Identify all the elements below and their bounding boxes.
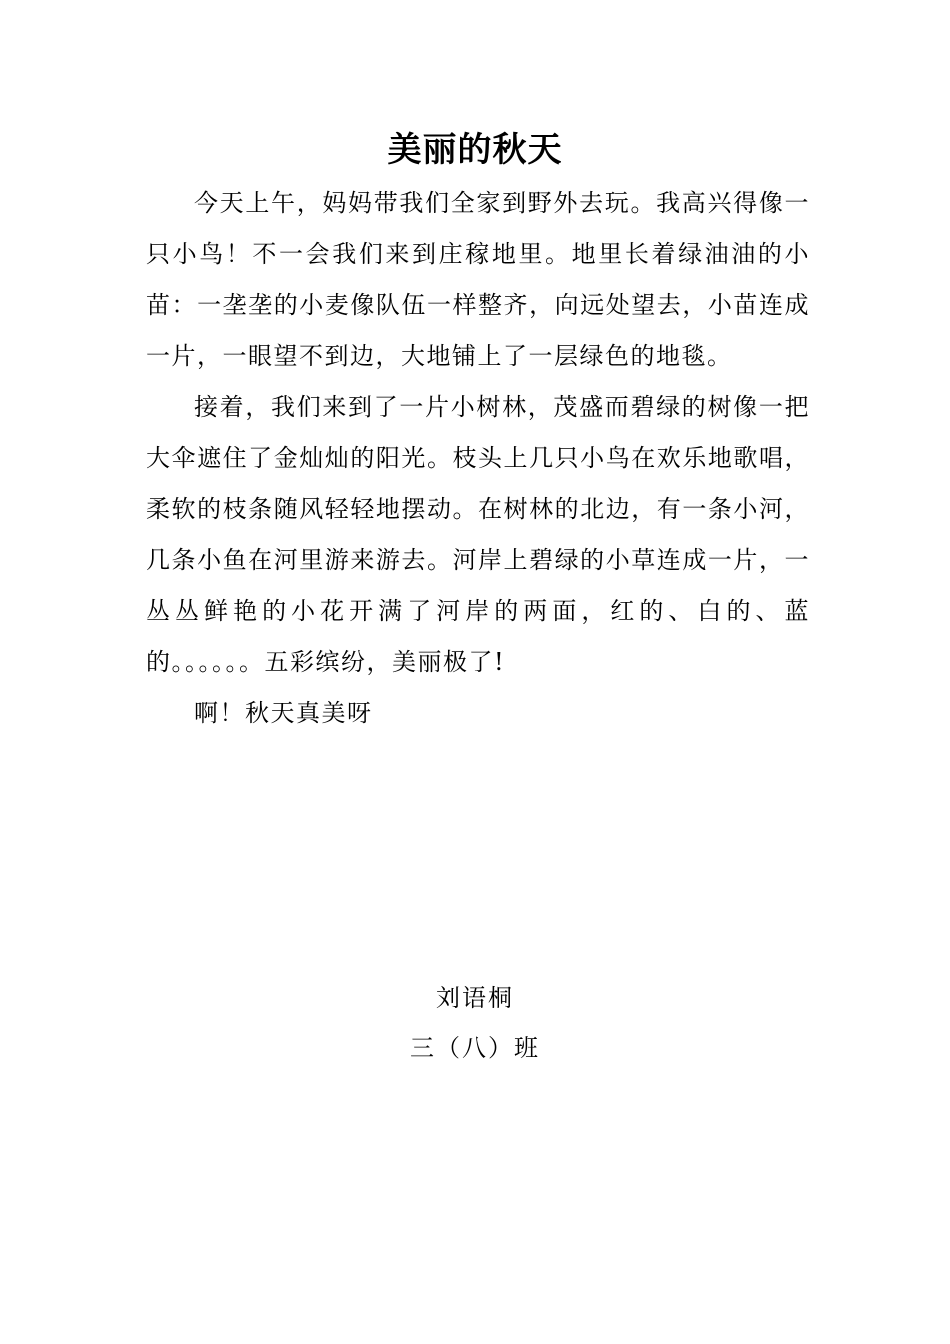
class-name: 三（八）班 <box>410 1034 540 1062</box>
author-name: 刘语桐 <box>436 984 514 1012</box>
essay-body <box>146 178 810 739</box>
paragraph-2: 接着，我们来到了一片小树林，茂盛而碧绿的树像一把大伞遮住了金灿灿的阳光。枝头上几只小鸟在欢乐地歌唱，柔软的枝条随风轻轻地摆动。在树林的北边，有一条小河，几条小鱼在河里游来游去。河岸上碧绿的小草连成一片，一丛丛鲜艳的小花开满了河岸的两面，红的、白的、蓝的。。。。。。五彩缤纷，美丽极了! <box>146 393 810 676</box>
essay-title: 美丽的秋天 <box>387 130 563 170</box>
paragraph-1: 今天上午，妈妈带我们全家到野外去玩。我高兴得像一只小鸟！不一会我们来到庄稼地里。地里长着绿油油的小苗：一垄垄的小麦像队伍一样整齐，向远处望去，小苗连成一片，一眼望不到边，大地铺上了一层绿色的地毯。 <box>146 189 810 370</box>
paragraph-3: 啊！秋天真美呀 <box>194 699 373 727</box>
